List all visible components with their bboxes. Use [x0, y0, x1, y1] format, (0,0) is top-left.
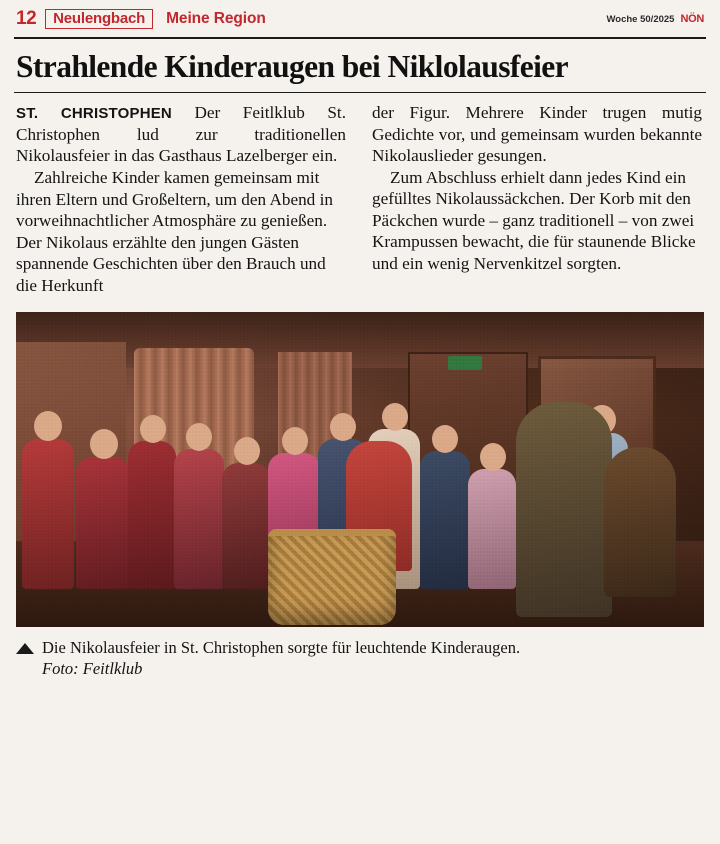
group-photo-nikolausfeier	[16, 312, 704, 627]
photo-credit: Foto: Feitlklub	[42, 659, 143, 679]
article-photo	[16, 312, 704, 627]
article-body	[14, 102, 706, 296]
caption-text: Die Nikolausfeier in St. Christophen sorgte für leuchtende Kinderaugen.	[42, 638, 521, 658]
dateline: ST. CHRISTOPHEN	[16, 104, 172, 122]
triangle-up-icon	[16, 643, 34, 654]
masthead	[14, 0, 706, 34]
masthead-right	[607, 13, 707, 25]
headline-rule	[14, 92, 706, 93]
page-title: Strahlende Kinderaugen bei Niklolausfeier	[16, 49, 569, 85]
paragraph: Zum Abschluss erhielt dann jedes Kind ein gefülltes Nikolaussäckchen. Der Korb mit den Päckchen wurde – ganz traditionell – von zwei Krampussen bewacht, die für staunende Blicke und ein wenig Nervenkitzel sorgten.	[372, 167, 696, 273]
section-badge: Neulengbach	[45, 9, 153, 30]
region-label: Meine Region	[166, 10, 266, 27]
photo-caption	[16, 638, 704, 679]
column-right	[372, 102, 702, 296]
paragraph: Zahlreiche Kinder kamen gemeinsam mit ihren Eltern und Großeltern, um den Abend in vorweihnachtlicher Atmosphäre zu genießen. Der Nikolaus erzählte den jungen Gästen spannende Geschichten über den Brauch und die Herkunft	[16, 167, 333, 295]
photo-grain-overlay	[16, 312, 704, 627]
masthead-rule	[14, 37, 706, 39]
lead-paragraph-text: Der Feitlklub St. Christophen lud zur traditionellen Nikolausfeier in das Gasthaus Lazelberger ein.	[16, 102, 346, 166]
lead-paragraph	[16, 102, 346, 167]
caption-text-block	[42, 638, 520, 679]
brand-label: NÖN	[680, 13, 704, 25]
paragraph: der Figur. Mehrere Kinder trugen mutig Gedichte vor, und gemeinsam wurden bekannte Nikolauslieder gesungen.	[372, 102, 702, 166]
issue-label: Woche 50/2025	[606, 14, 675, 25]
column-left	[16, 102, 346, 296]
page-number: 12	[16, 8, 37, 29]
